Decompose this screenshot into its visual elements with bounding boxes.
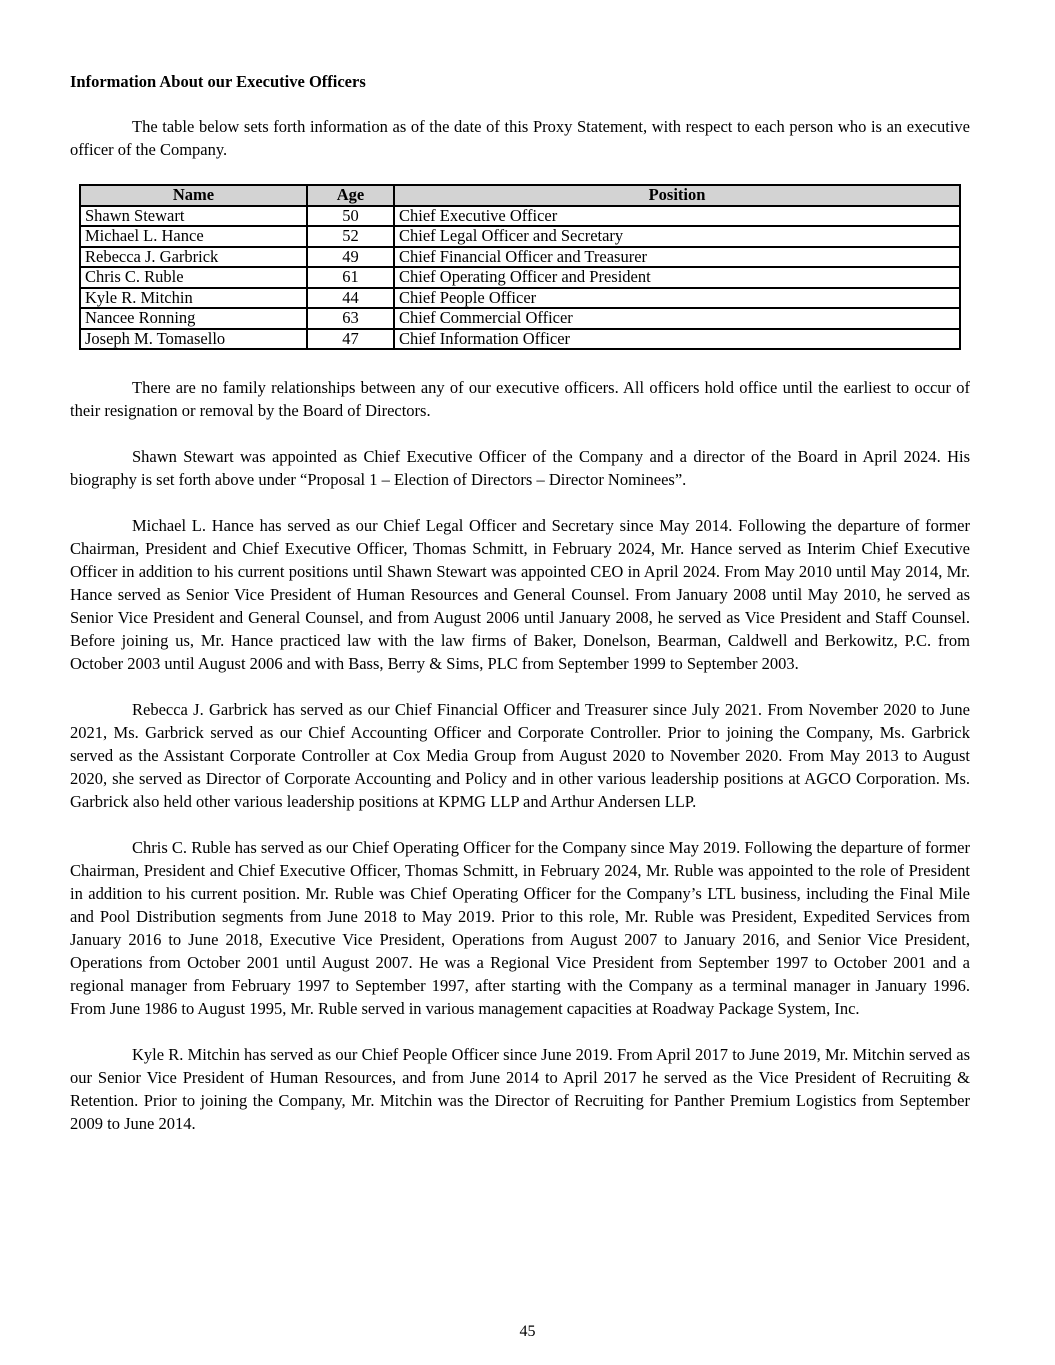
table-header-position: Position	[394, 185, 960, 206]
table-header-name: Name	[80, 185, 307, 206]
officer-name: Joseph M. Tomasello	[80, 329, 307, 350]
officer-age: 44	[307, 288, 394, 309]
officer-age: 49	[307, 247, 394, 268]
table-row	[80, 247, 960, 268]
paragraph-kyle-mitchin: Kyle R. Mitchin has served as our Chief People Officer since June 2019. From April 2017 to June 2019, Mr. Mitchin served as our Senior Vice President of Human Resources, and from June 2014 to April 2017 he served as the Vice President of Recruiting & Retention. Prior to joining the Company, Mr. Mitchin was the Director of Recruiting for Panther Premium Logistics from September 2009 to June 2014.	[70, 1045, 970, 1133]
officer-name: Kyle R. Mitchin	[80, 288, 307, 309]
table-header-row	[80, 185, 960, 206]
intro-paragraph: The table below sets forth information as of the date of this Proxy Statement, with respect to each person who is an executive officer of the Company.	[70, 117, 970, 159]
officer-age: 50	[307, 206, 394, 227]
paragraph-family-relationships: There are no family relationships between any of our executive officers. All officers hold office until the earliest to occur of their resignation or removal by the Board of Directors.	[70, 378, 970, 420]
table-row	[80, 329, 960, 350]
officer-position: Chief Operating Officer and President	[394, 267, 960, 288]
table-header-age: Age	[307, 185, 394, 206]
table-row	[80, 226, 960, 247]
table-row	[80, 206, 960, 227]
officer-position: Chief Commercial Officer	[394, 308, 960, 329]
officer-age: 52	[307, 226, 394, 247]
section-heading: Information About our Executive Officers	[70, 72, 366, 91]
table-row	[80, 288, 960, 309]
officer-age: 63	[307, 308, 394, 329]
officer-name: Shawn Stewart	[80, 206, 307, 227]
officer-name: Michael L. Hance	[80, 226, 307, 247]
paragraph-rebecca-garbrick: Rebecca J. Garbrick has served as our Chief Financial Officer and Treasurer since July 2021. From November 2020 to June 2021, Ms. Garbrick served as our Chief Accounting Officer and Corporate Controller. Prior to joining the Company, Ms. Garbrick served as the Assistant Corporate Controller at Cox Media Group from August 2020 to November 2020. From May 2013 to August 2020, she served as Director of Corporate Accounting and Policy and in other various leadership positions at AGCO Corporation. Ms. Garbrick also held other various leadership positions at KPMG LLP and Arthur Andersen LLP.	[70, 700, 970, 811]
officer-position: Chief People Officer	[394, 288, 960, 309]
officer-position: Chief Executive Officer	[394, 206, 960, 227]
paragraph-chris-ruble: Chris C. Ruble has served as our Chief Operating Officer for the Company since May 2019. Following the departure of former Chairman, President and Chief Executive Officer, Thomas Schmitt, in February 2024, Mr. Ruble was appointed to the role of President in addition to his current position. Mr. Ruble was Chief Operating Officer for the Company’s LTL business, including the Final Mile and Pool Distribution segments from June 2018 to May 2019. Prior to this role, Mr. Ruble was President, Expedited Services from January 2016 to June 2018, Executive Vice President, Operations from August 2007 to January 2016, and Senior Vice President, Operations from October 2001 until August 2007. He was a Regional Vice President from September 1997 to October 2001 and a regional manager from February 1997 to September 1997, after starting with the Company as a terminal manager in January 1996. From June 1986 to August 1995, Mr. Ruble served in various management capacities at Roadway Package System, Inc.	[70, 838, 970, 1018]
paragraph-michael-hance: Michael L. Hance has served as our Chief Legal Officer and Secretary since May 2014. Following the departure of former Chairman, President and Chief Executive Officer, Thomas Schmitt, in February 2024, Mr. Hance served as Interim Chief Executive Officer in addition to his current positions until Shawn Stewart was appointed CEO in April 2024. From May 2010 until May 2014, Mr. Hance served as Senior Vice President of Human Resources and General Counsel. From January 2008 until May 2010, he served as Senior Vice President and General Counsel, and from August 2006 until January 2008, he served as Vice President and Staff Counsel. Before joining us, Mr. Hance practiced law with the law firms of Baker, Donelson, Bearman, Caldwell and Berkowitz, P.C. from October 2003 until August 2006 and with Bass, Berry & Sims, PLC from September 1999 to September 2003.	[70, 516, 970, 673]
officer-position: Chief Legal Officer and Secretary	[394, 226, 960, 247]
page-number: 45	[519, 1323, 536, 1340]
officer-position: Chief Information Officer	[394, 329, 960, 350]
paragraph-shawn-stewart: Shawn Stewart was appointed as Chief Executive Officer of the Company and a director of the Board in April 2024. His biography is set forth above under “Proposal 1 – Election of Directors – Director Nominees”.	[70, 447, 970, 489]
officer-position: Chief Financial Officer and Treasurer	[394, 247, 960, 268]
officer-name: Rebecca J. Garbrick	[80, 247, 307, 268]
executive-officers-table	[79, 184, 961, 350]
table-row	[80, 308, 960, 329]
officer-name: Chris C. Ruble	[80, 267, 307, 288]
officer-age: 47	[307, 329, 394, 350]
officer-name: Nancee Ronning	[80, 308, 307, 329]
officer-age: 61	[307, 267, 394, 288]
table-row	[80, 267, 960, 288]
